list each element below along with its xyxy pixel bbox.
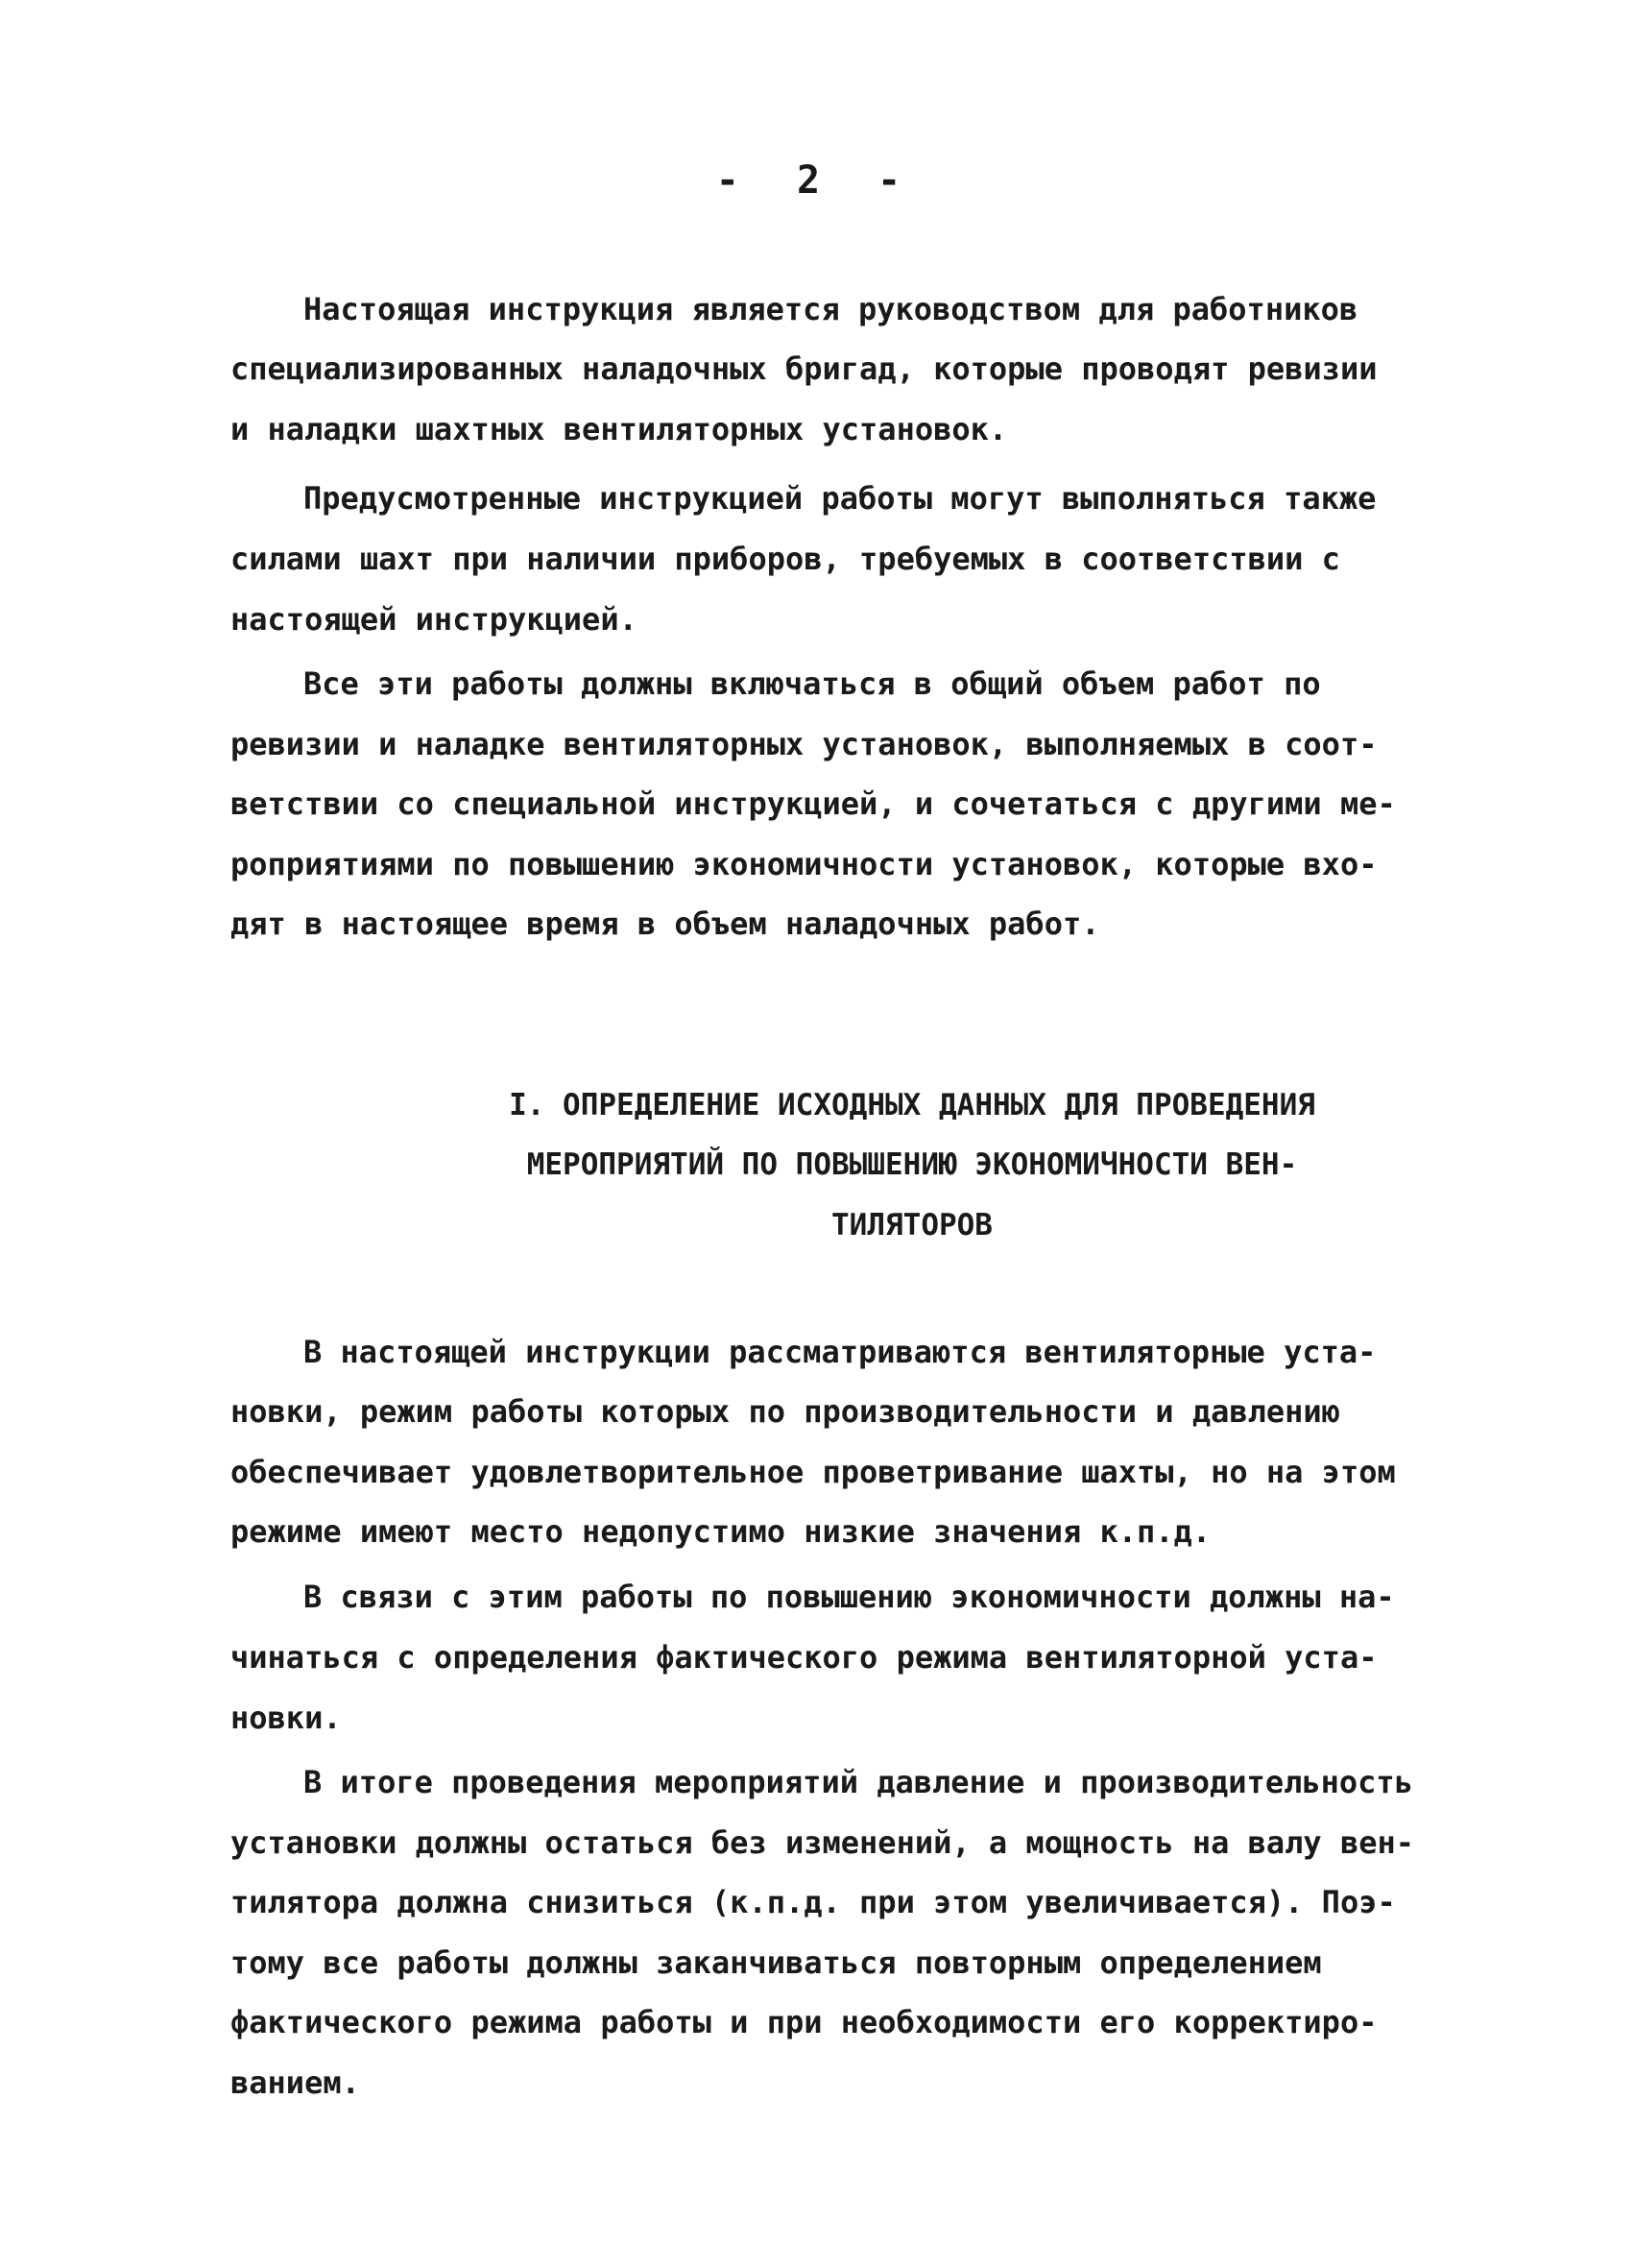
intro-para3-line3: ветствии со специальной инструкцией, и сочетаться с другими ме- [230,785,1396,822]
section-para3-line4: тому все работы должны заканчиваться повторным определением [230,1944,1322,1981]
intro-para2-line3: настоящей инструкцией. [230,601,637,638]
section-para3-line2: установки должны остаться без изменений, а мощность на валу вен- [230,1824,1414,1861]
section-para3-line1: В итоге проведения мероприятий давление и производительность [303,1764,1413,1800]
section-para3-line3: тилятора должна снизиться (к.п.д. при этом увеличивается). Поэ- [230,1884,1396,1920]
section-para2-line1: В связи с этим работы по повышению экономичности должны на- [303,1579,1395,1615]
section-para1-line3: обеспечивает удовлетворительное проветривание шахты, но на этом [230,1454,1396,1490]
page-number: - 2 - [715,158,919,203]
intro-para1-line2: специализированных наладочных бригад, которые проводят ревизии [230,350,1378,387]
intro-para3-line1: Все эти работы должны включаться в общий объем работ по [303,665,1321,702]
intro-para3-line5: дят в настоящее время в объем наладочных работ. [230,905,1100,942]
section-para1-line4: режиме имеют место недопустимо низкие значения к.п.д. [230,1513,1212,1550]
section-para2-line2: чинаться с определения фактического режима вентиляторной уста- [230,1639,1378,1676]
section-heading-line1: I. ОПРЕДЕЛЕНИЕ ИСХОДНЫХ ДАННЫХ ДЛЯ ПРОВЕДЕНИЯ [509,1088,1315,1122]
intro-para2-line1: Предусмотренные инструкцией работы могут выполняться также [303,480,1377,517]
section-heading-line3: ТИЛЯТОРОВ [831,1208,993,1243]
intro-para2-line2: силами шахт при наличии приборов, требуемых в соответствии с [230,541,1340,577]
section-para1-line2: новки, режим работы которых по производительности и давлению [230,1393,1340,1430]
intro-para3-line2: ревизии и наладке вентиляторных установок, выполняемых в соот- [230,726,1378,762]
intro-para1-line3: и наладки шахтных вентиляторных установок. [230,411,1008,447]
section-para1-line1: В настоящей инструкции рассматриваются вентиляторные уста- [303,1334,1377,1370]
section-para3-line6: ванием. [230,2064,360,2101]
intro-para3-line4: роприятиями по повышению экономичности установок, которые вхо- [230,846,1378,882]
section-heading-line2: МЕРОПРИЯТИЙ ПО ПОВЫШЕНИЮ ЭКОНОМИЧНОСТИ ВЕН- [526,1147,1298,1182]
section-para3-line5: фактического режима работы и при необходимости его корректиро- [230,2004,1378,2040]
intro-para1-line1: Настоящая инструкция является руководством для работников [303,291,1358,327]
section-para2-line3: новки. [230,1700,342,1736]
